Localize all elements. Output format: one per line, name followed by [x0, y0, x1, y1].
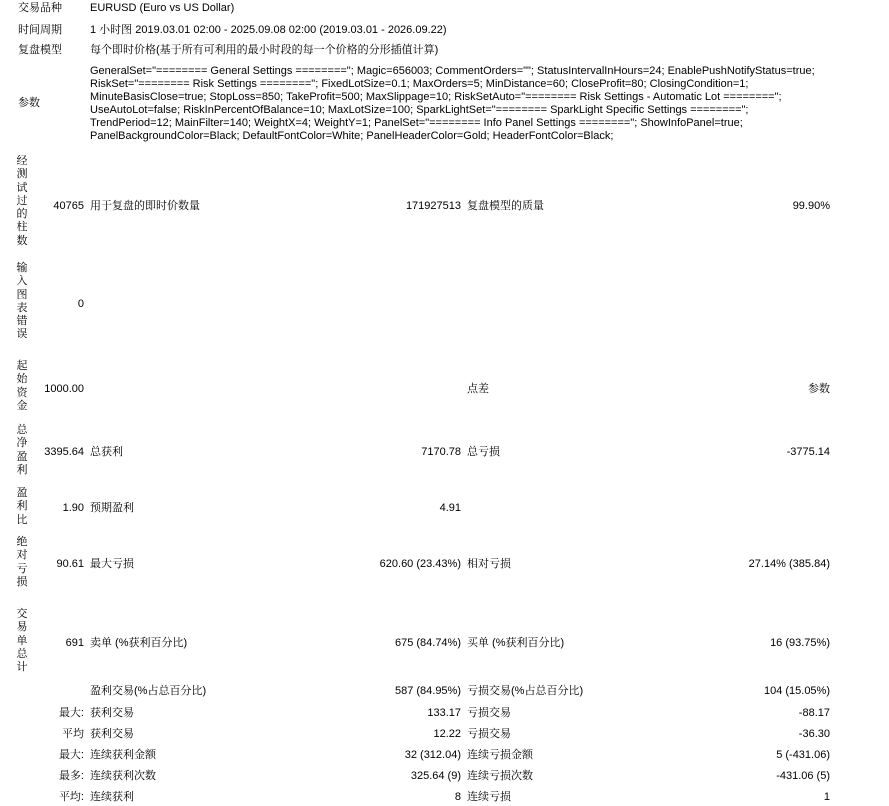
row-right-label: 连续亏损金额: [467, 749, 533, 761]
params-line: PanelBackgroundColor=Black; DefaultFontColor=White; PanelHeaderColor=Gold; HeaderFontColor=Black;: [90, 130, 614, 143]
deposit-value: 1000.00: [44, 383, 84, 395]
symbol-value: EURUSD (Euro vs US Dollar): [90, 2, 235, 14]
net-label: [13, 424, 31, 477]
row-left-value: 8: [454, 791, 461, 803]
long-value: 16 (93.75%): [770, 637, 830, 649]
row-left-value: 325.64 (9): [410, 770, 461, 782]
gross-loss-label: 总亏损: [467, 446, 500, 458]
row-right-value: -36.30: [798, 728, 830, 740]
expected-label: 预期盈利: [90, 502, 134, 514]
row-right-value: 1: [823, 791, 830, 803]
bars-label: [13, 155, 31, 248]
row-left-value: 32 (312.04): [404, 749, 461, 761]
row-prefix: 最大:: [58, 749, 84, 761]
params-label: 参数: [18, 97, 40, 109]
row-prefix: 最多:: [58, 770, 84, 782]
row-left-label: 获利交易: [90, 707, 134, 719]
deposit-label-text: 起 始 资 金: [16, 360, 28, 412]
gross-loss-value: -3775.14: [786, 446, 830, 458]
row-left-value: 12.22: [433, 728, 461, 740]
profit-trades-label: 盈利交易(%占总百分比): [90, 685, 207, 697]
row-left-value: 133.17: [427, 707, 461, 719]
params-line: TrendPeriod=12; MainFilter=140; WeightX=4; WeightY=1; PanelSet="======== Info Panel Settings ========"; ShowInfoPanel=true;: [90, 117, 743, 130]
deposit-label: [13, 360, 31, 413]
bars-label-text: 经 测 试 过 的 柱 数: [16, 155, 28, 247]
period-label: 时间周期: [18, 24, 62, 36]
ticks-label: 用于复盘的即时价数量: [90, 200, 200, 212]
pf-label-text: 盈 利 比: [16, 487, 28, 526]
params-line: GeneralSet="======== General Settings ========"; Magic=656003; CommentOrders=""; StatusIntervalInHours=24; EnablePushNotifyStatus=true;: [90, 65, 815, 77]
model-value: 每个即时价格(基于所有可利用的最小时段的每一个价格的分形插值计算): [90, 44, 439, 56]
trades-label-text: 交 易 单 总 计: [16, 608, 28, 674]
quality-label: 复盘模型的质量: [467, 200, 544, 212]
abs-dd-label: [13, 536, 31, 589]
rel-dd-value: 27.14% (385.84): [748, 558, 830, 570]
net-value: 3395.64: [44, 446, 84, 458]
row-left-label: 连续获利次数: [90, 770, 156, 782]
row-right-label: 亏损交易: [467, 728, 511, 740]
trades-value: 691: [65, 637, 84, 649]
loss-trades-label: 亏损交易(%占总百分比): [467, 685, 584, 697]
max-dd-label: 最大亏损: [90, 558, 134, 570]
ticks-value: 171927513: [405, 200, 461, 212]
row-left-label: 获利交易: [90, 728, 134, 740]
errors-label-text: 输 入 图 表 错 误: [16, 262, 28, 341]
max-dd-value: 620.60 (23.43%): [379, 558, 461, 570]
row-right-value: 5 (-431.06): [776, 749, 830, 761]
abs-dd-label-text: 绝 对 亏 损: [16, 536, 28, 588]
short-value: 675 (84.74%): [394, 637, 461, 649]
pf-label: [13, 487, 31, 527]
rel-dd-label: 相对亏损: [467, 558, 511, 570]
expected-value: 4.91: [439, 502, 461, 514]
gross-profit-value: 7170.78: [421, 446, 461, 458]
row-right-label: 连续亏损次数: [467, 770, 533, 782]
profit-trades-value: 587 (84.95%): [394, 685, 461, 697]
bars-value: 40765: [53, 200, 84, 212]
spread-label: 点差: [467, 383, 489, 395]
row-right-label: 亏损交易: [467, 707, 511, 719]
model-label: 复盘模型: [18, 44, 62, 56]
spread-value: 参数: [808, 383, 830, 395]
row-left-label: 连续获利: [90, 791, 134, 803]
params-text: [90, 65, 870, 144]
period-value: 1 小时图 2019.03.01 02:00 - 2025.09.08 02:00 (2019.03.01 - 2026.09.22): [90, 24, 447, 36]
params-line: RiskSet="======== Risk Settings ========"; FixedLotSize=0.1; MaxOrders=5; MinDistance=60; CloseProfit=80; ClosingCondition=1;: [90, 78, 749, 91]
params-line: UseAutoLot=false; RiskInPercentOfBalance=10; MaxLotSize=100; SparkLightSet="======== SparkLight Specific Settings ========";: [90, 104, 749, 117]
short-label: 卖单 (%获利百分比): [90, 637, 188, 649]
params-line: MinuteBasisClose=true; StopLoss=850; TakeProfit=500; MaxSlippage=10; RiskSetAuto="======== Risk Settings - Automatic Lot ========";: [90, 91, 782, 104]
pf-value: 1.90: [62, 502, 84, 514]
row-left-label: 连续获利金额: [90, 749, 156, 761]
errors-value: 0: [77, 298, 84, 310]
loss-trades-value: 104 (15.05%): [763, 685, 830, 697]
row-right-value: -88.17: [798, 707, 830, 719]
abs-dd-value: 90.61: [56, 558, 84, 570]
gross-profit-label: 总获利: [90, 446, 123, 458]
quality-value: 99.90%: [792, 200, 830, 212]
row-prefix: 平均:: [58, 791, 84, 803]
net-label-text: 总 净 盈 利: [16, 424, 28, 476]
errors-label: [13, 262, 31, 342]
row-prefix: 平均: [62, 728, 84, 740]
row-right-value: -431.06 (5): [776, 770, 830, 782]
symbol-label: 交易品种: [18, 2, 62, 14]
trades-label: [13, 608, 31, 674]
long-label: 买单 (%获利百分比): [467, 637, 565, 649]
row-prefix: 最大:: [58, 707, 84, 719]
row-right-label: 连续亏损: [467, 791, 511, 803]
